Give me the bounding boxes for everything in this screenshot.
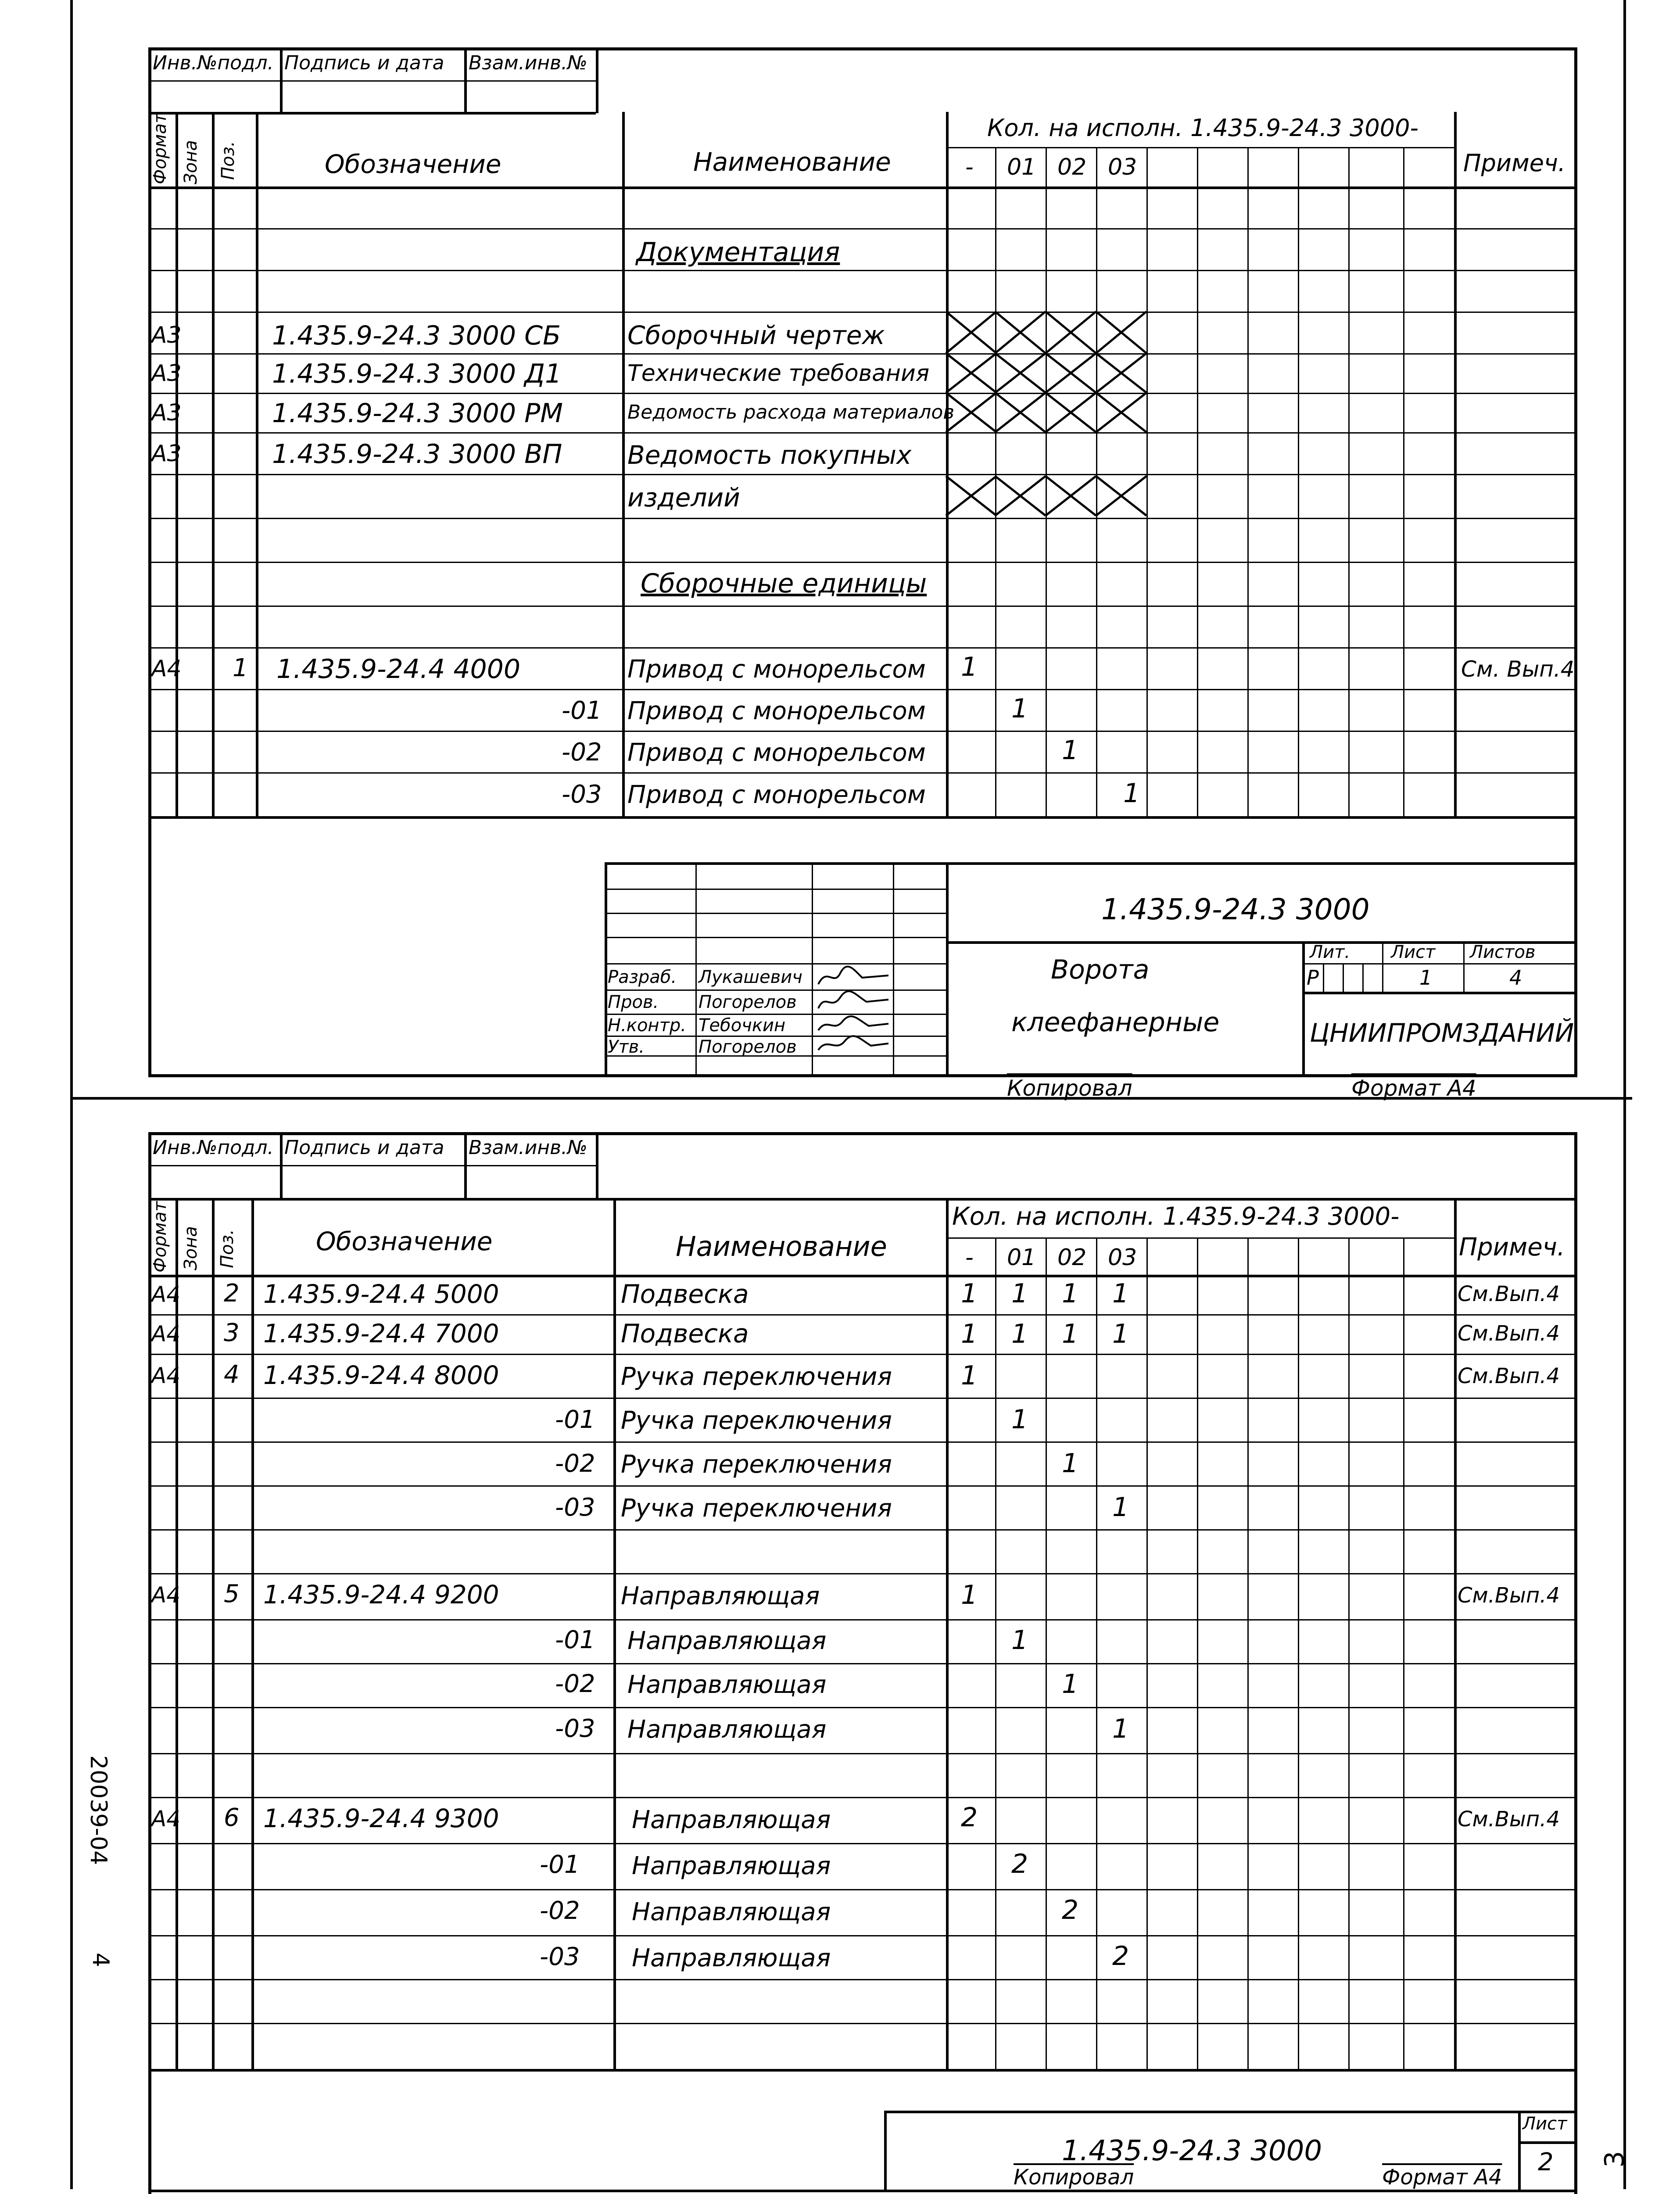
- unit-designation: 1.435.9-24.4 4000: [276, 654, 521, 685]
- role-checker: Пров.: [608, 992, 659, 1012]
- person-approver: Погорелов: [699, 1037, 797, 1057]
- row-pos: 2: [224, 1279, 240, 1308]
- archive-number: 20039-04: [85, 1755, 111, 1865]
- row-designation: -02: [555, 1449, 595, 1478]
- row-name: Подвеска: [621, 1279, 749, 1309]
- stamp-inv-label: Инв.№подл.: [153, 1136, 274, 1159]
- doc-name-continued: изделий: [627, 483, 740, 513]
- unit-pos: 1: [233, 654, 248, 682]
- unit-designation: -03: [562, 780, 602, 809]
- stamp-inv-label: Инв.№подл.: [153, 52, 274, 74]
- row-qty: 1: [1062, 1278, 1079, 1309]
- footer-format: Формат А4: [1351, 1075, 1476, 1101]
- stamp-vzam-label: Взам.инв.№: [469, 1136, 587, 1159]
- sheet-value: 1: [1419, 966, 1433, 989]
- doc-designation: 1.435.9-24.3 3000 Д1: [272, 358, 562, 389]
- unit-name: Привод с монорельсом: [627, 739, 926, 767]
- row-designation: 1.435.9-24.4 9300: [263, 1803, 499, 1833]
- section-documentation: Документация: [636, 237, 840, 268]
- row-name: Направляющая: [627, 1627, 827, 1655]
- doc-designation: 1.435.9-24.3 3000 СБ: [272, 320, 561, 351]
- doc-name: Ведомость покупных: [627, 440, 912, 470]
- stamp-sign-label: Подпись и дата: [284, 1136, 444, 1159]
- left-binding-line: [70, 0, 73, 2189]
- row-qty: 1: [1062, 1669, 1079, 1699]
- crossed-cells: [946, 312, 1148, 478]
- row-qty: 1: [1062, 1448, 1079, 1479]
- row-qty: 2: [1112, 1941, 1129, 1972]
- header-format: Формат: [150, 1201, 170, 1273]
- lit-label: Лит.: [1310, 942, 1350, 962]
- unit-qty: 1: [1123, 778, 1140, 809]
- header-col-02: 02: [1057, 154, 1087, 180]
- footer-copied: Копировал: [1007, 1075, 1132, 1101]
- header-col-01: 01: [1007, 154, 1036, 180]
- header-col-dash: -: [965, 154, 974, 180]
- row-format: А4: [151, 1582, 181, 1608]
- sheets-value: 4: [1509, 966, 1522, 989]
- row-name: Направляющая: [632, 1852, 831, 1880]
- doc-format: А3: [151, 400, 182, 426]
- row-pos: 5: [224, 1580, 240, 1608]
- header-col-03: 03: [1108, 1244, 1137, 1271]
- row-name: Направляющая: [632, 1806, 831, 1834]
- row-pos: 6: [224, 1803, 240, 1832]
- row-designation: -01: [555, 1405, 595, 1434]
- crossed-cells: [946, 474, 1148, 518]
- page-number: 3: [1599, 2151, 1630, 2168]
- row-name: Направляющая: [621, 1582, 820, 1610]
- row-name: Направляющая: [632, 1944, 831, 1972]
- role-developer: Разраб.: [608, 967, 677, 987]
- person-checker: Погорелов: [699, 992, 797, 1012]
- row-format: А4: [151, 1321, 181, 1347]
- header-name: Наименование: [676, 1230, 887, 1262]
- row-qty: 1: [1112, 1492, 1129, 1523]
- row-format: А4: [151, 1282, 181, 1307]
- header-pos: Поз.: [217, 1229, 237, 1268]
- sheet-value: 2: [1538, 2148, 1554, 2176]
- unit-qty: 1: [1062, 735, 1079, 766]
- doc-name: Технические требования: [627, 360, 930, 387]
- unit-format: А4: [151, 656, 182, 682]
- row-designation: -02: [555, 1670, 595, 1698]
- row-qty: 2: [1011, 1849, 1028, 1879]
- header-qty-title: Кол. на исполн. 1.435.9-24.3 3000-: [987, 114, 1419, 142]
- row-name: Ручка переключения: [621, 1362, 892, 1391]
- title-line-1: Ворота: [1051, 954, 1150, 985]
- header-col-03: 03: [1108, 154, 1137, 180]
- row-pos: 3: [224, 1319, 240, 1347]
- row-designation: -03: [555, 1493, 595, 1522]
- row-qty: 1: [1112, 1714, 1129, 1744]
- stamp-vzam-label: Взам.инв.№: [469, 52, 587, 74]
- doc-name: Ведомость расхода материалов: [627, 401, 955, 423]
- row-name: Ручка переключения: [621, 1494, 892, 1523]
- header-zone: Зона: [181, 140, 201, 184]
- row-name: Направляющая: [632, 1898, 831, 1926]
- header-designation: Обозначение: [325, 149, 501, 179]
- row-designation: 1.435.9-24.4 7000: [263, 1319, 499, 1348]
- row-name: Подвеска: [621, 1319, 749, 1348]
- row-qty: 1: [1112, 1319, 1129, 1349]
- header-qty-title: Кол. на исполн. 1.435.9-24.3 3000-: [952, 1202, 1400, 1231]
- row-qty: 1: [1011, 1319, 1028, 1349]
- footer-format: Формат А4: [1382, 2165, 1502, 2190]
- unit-qty: 1: [961, 652, 978, 682]
- row-note: См.Вып.4: [1458, 1583, 1560, 1608]
- sheet-separator: [70, 1097, 1632, 1100]
- header-pos: Поз.: [218, 141, 238, 180]
- row-qty: 1: [1011, 1278, 1028, 1309]
- row-qty: 1: [1062, 1319, 1079, 1349]
- row-name: Направляющая: [627, 1671, 827, 1699]
- footer-copied: Копировал: [1014, 2165, 1134, 2190]
- row-designation: 1.435.9-24.4 9200: [263, 1580, 499, 1610]
- person-norm-control: Тебочкин: [699, 1015, 786, 1036]
- doc-format: А3: [151, 322, 182, 348]
- row-qty: 1: [1112, 1278, 1129, 1309]
- unit-name: Привод с монорельсом: [627, 697, 926, 725]
- organization: ЦНИИПРОМЗДАНИЙ: [1310, 1018, 1574, 1048]
- unit-designation: -02: [562, 738, 602, 767]
- role-norm-control: Н.контр.: [608, 1015, 686, 1036]
- row-designation: -01: [540, 1850, 580, 1879]
- person-developer: Лукашевич: [699, 967, 802, 987]
- header-designation: Обозначение: [316, 1226, 493, 1256]
- header-note: Примеч.: [1463, 149, 1566, 177]
- row-qty: 1: [961, 1319, 978, 1349]
- row-designation: -02: [540, 1896, 580, 1925]
- unit-note: См. Вып.4: [1461, 656, 1575, 682]
- sheet-label: Лист: [1391, 942, 1436, 962]
- section-assembly-units: Сборочные единицы: [641, 568, 927, 599]
- header-col-dash: -: [965, 1244, 974, 1271]
- row-name: Направляющая: [627, 1715, 827, 1744]
- doc-designation: 1.435.9-24.3 3000 РМ: [272, 398, 563, 429]
- album-page-number: 4: [87, 1953, 114, 1968]
- row-format: А4: [151, 1806, 181, 1832]
- sheet-label: Лист: [1522, 2114, 1567, 2134]
- row-designation: -01: [555, 1626, 595, 1654]
- row-name: Ручка переключения: [621, 1450, 892, 1479]
- row-note: См.Вып.4: [1458, 1364, 1560, 1388]
- signatures: [814, 964, 893, 1057]
- sheets-label: Листов: [1470, 942, 1536, 962]
- header-format: Формат: [150, 113, 170, 184]
- unit-designation: -01: [562, 696, 602, 725]
- row-qty: 1: [961, 1278, 978, 1309]
- role-approver: Утв.: [608, 1037, 645, 1057]
- row-designation: 1.435.9-24.4 5000: [263, 1279, 499, 1309]
- header-name: Наименование: [693, 147, 891, 177]
- row-qty: 1: [1011, 1404, 1028, 1435]
- title-doc-number: 1.435.9-24.3 3000: [1062, 2135, 1322, 2167]
- unit-qty: 1: [1011, 693, 1028, 724]
- header-zone: Зона: [181, 1226, 201, 1270]
- row-qty: 1: [961, 1580, 978, 1610]
- doc-name: Сборочный чертеж: [627, 320, 885, 350]
- row-qty: 1: [1011, 1625, 1028, 1656]
- title-line-2: клеефанерные: [1011, 1007, 1220, 1038]
- row-qty: 2: [961, 1802, 978, 1833]
- row-name: Ручка переключения: [621, 1406, 892, 1435]
- row-pos: 4: [224, 1360, 240, 1389]
- row-qty: 1: [961, 1360, 978, 1391]
- title-doc-number: 1.435.9-24.3 3000: [1101, 893, 1370, 926]
- unit-name: Привод с монорельсом: [627, 781, 926, 809]
- header-col-01: 01: [1007, 1244, 1036, 1271]
- row-note: См.Вып.4: [1458, 1282, 1560, 1306]
- row-qty: 2: [1062, 1895, 1079, 1925]
- right-edge-line: [1623, 0, 1626, 2189]
- header-note: Примеч.: [1459, 1233, 1565, 1262]
- row-designation: 1.435.9-24.4 8000: [263, 1360, 499, 1390]
- doc-format: А3: [151, 441, 182, 467]
- unit-name: Привод с монорельсом: [627, 655, 926, 684]
- row-designation: -03: [555, 1714, 595, 1743]
- lit-value: Р: [1307, 966, 1319, 989]
- row-note: См.Вып.4: [1458, 1807, 1560, 1832]
- doc-designation: 1.435.9-24.3 3000 ВП: [272, 439, 562, 470]
- doc-format: А3: [151, 360, 182, 387]
- row-note: См.Вып.4: [1458, 1321, 1560, 1346]
- header-col-02: 02: [1057, 1244, 1087, 1271]
- row-designation: -03: [540, 1943, 580, 1971]
- row-format: А4: [151, 1363, 181, 1388]
- stamp-sign-label: Подпись и дата: [284, 52, 444, 74]
